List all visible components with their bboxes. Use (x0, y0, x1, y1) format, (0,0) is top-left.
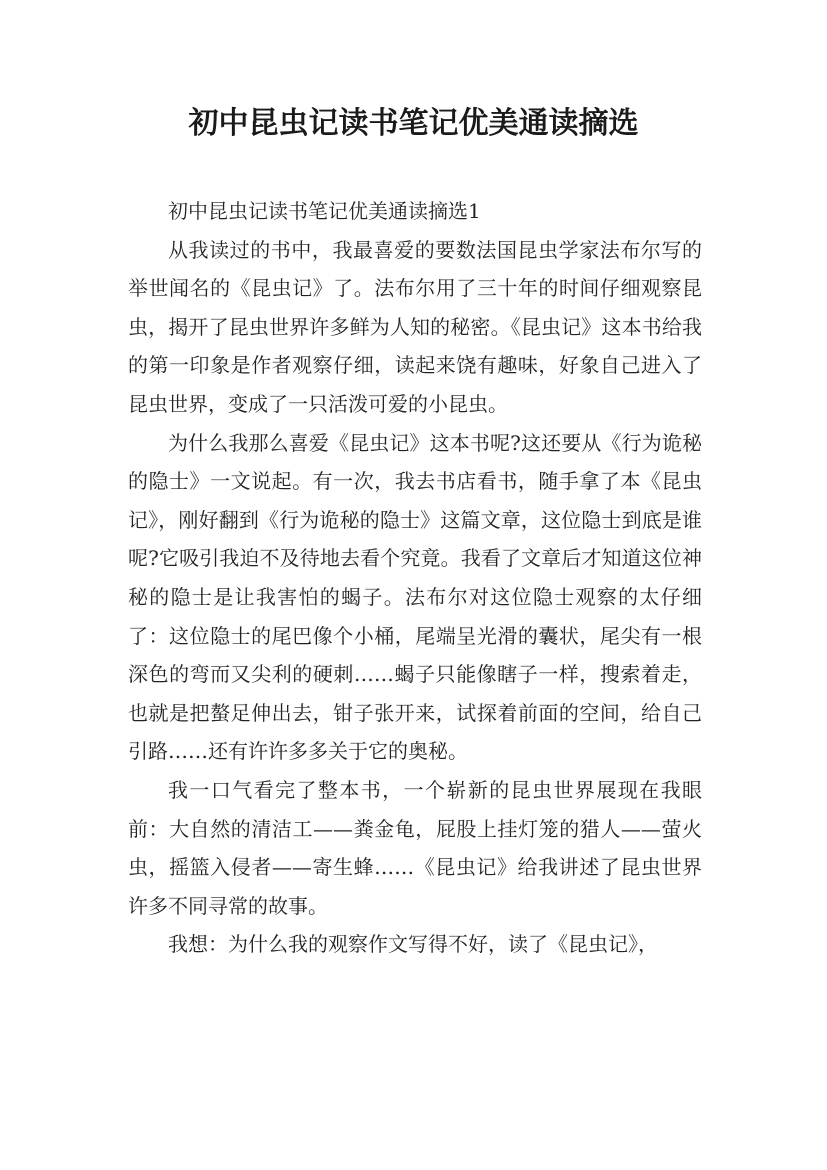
document-title: 初中昆虫记读书笔记优美通读摘选 (188, 106, 639, 141)
paragraph: 从我读过的书中，我最喜爱的要数法国昆虫学家法布尔写的举世闻名的《昆虫记》了。法布尔用了三十年的时间仔细观察昆虫，揭开了昆虫世界许多鲜为人知的秘密。《昆虫记》这本书给我的第一印象是作者观察仔细，读起来饶有趣味，好象自己进入了昆虫世界，变成了一只活泼可爱的小昆虫。 (128, 237, 702, 416)
paragraph: 为什么我那么喜爱《昆虫记》这本书呢?这还要从《行为诡秘的隐士》一文说起。有一次，我去书店看书，随手拿了本《昆虫记》，刚好翻到《行为诡秘的隐士》这篇文章，这位隐士到底是谁呢?它吸引我迫不及待地去看个究竟。我看了文章后才知道这位神秘的隐士是让我害怕的蝎子。法布尔对这位隐士观察的太仔细了：这位隐士的尾巴像个小桶，尾端呈光滑的囊状，尾尖有一根深色的弯而又尖利的硬刺……蝎子只能像瞎子一样，搜索着走，也就是把螯足伸出去，钳子张开来，试探着前面的空间，给自己引路……还有许许多多关于它的奥秘。 (128, 430, 702, 764)
document-body (128, 192, 702, 964)
paragraph: 我一口气看完了整本书，一个崭新的昆虫世界展现在我眼前：大自然的清洁工——粪金龟，屁股上挂灯笼的猎人——萤火虫，摇篮入侵者——寄生蜂……《昆虫记》给我讲述了昆虫世界许多不同寻常的故事。 (128, 777, 702, 918)
section-heading: 初中昆虫记读书笔记优美通读摘选1 (168, 199, 481, 223)
paragraph: 我想：为什么我的观察作文写得不好，读了《昆虫记》， (168, 932, 658, 957)
